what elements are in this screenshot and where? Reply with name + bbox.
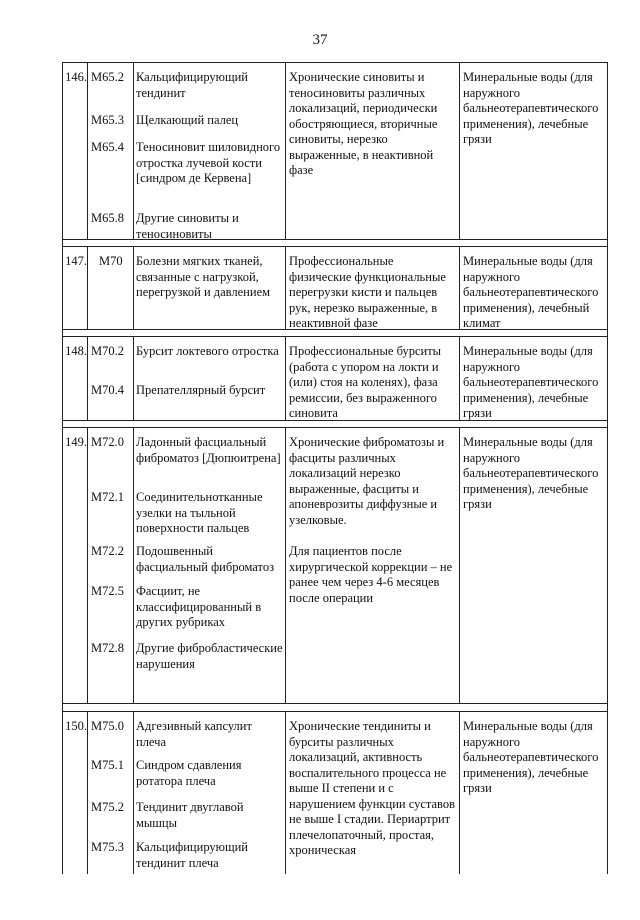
diagnosis-name: Тендинит двуглавой мышцы [136, 800, 244, 830]
indications-note: Для пациентов после хирургической коррекции – не ранее чем через 4-6 месяцев после операции [289, 544, 453, 605]
diagnosis-name: Фасциит, не классифицированный в других рубриках [136, 584, 262, 629]
table-row [62, 712, 608, 874]
table-row [62, 247, 608, 330]
icd-code: M72.8 [91, 641, 124, 655]
resort-indications-table [62, 62, 608, 874]
indications-text: Хронические тендиниты и бурситы различных локализаций, активность воспалительного процесса не выше II степени и с нарушением функции суставов не выше I стадии. Периартрит плечелопаточный, простая, хроническая [289, 719, 456, 857]
row-number: 148. [65, 344, 87, 358]
icd-code: M72.0 [91, 435, 124, 449]
icd-code: M72.2 [91, 544, 124, 558]
resources-text: Минеральные воды (для наружного бальнеотерапевтического применения), лечебный климат [463, 254, 599, 330]
row-number: 146. [65, 70, 87, 84]
diagnosis-name: Кальцифицирующий тендинит [136, 70, 248, 100]
icd-code: M72.1 [91, 490, 124, 504]
icd-code: M75.2 [91, 800, 124, 814]
icd-code: M75.1 [91, 758, 124, 772]
icd-code: M65.4 [91, 140, 124, 154]
icd-code: M70.4 [91, 383, 124, 397]
diagnosis-name: Щелкающий палец [136, 113, 239, 127]
diagnosis-name: Бурсит локтевого отростка [136, 344, 279, 358]
diagnosis-name: Болезни мягких тканей, связанные с нагрузкой, перегрузкой и давлением [136, 254, 271, 299]
indications-text: Хронические фиброматозы и фасциты различных локализаций нерезко выраженные, фасциты и апоневрозиты диффузные и узелковые. [289, 435, 445, 527]
icd-code: M75.3 [91, 840, 124, 854]
row-number: 147. [65, 254, 87, 268]
diagnosis-name: Синдром сдавления ротатора плеча [136, 758, 242, 788]
resources-text: Минеральные воды (для наружного бальнеотерапевтического применения), лечебные грязи [463, 719, 599, 795]
table-row [62, 428, 608, 704]
indications-text: Хронические синовиты и теносиновиты различных локализаций, периодически обостряющиеся, вторичные синовиты, нерезко выраженные, в неактивной фазе [289, 70, 438, 177]
resources-text: Минеральные воды (для наружного бальнеотерапевтического применения), лечебные грязи [463, 70, 599, 146]
icd-code: M65.3 [91, 113, 124, 127]
diagnosis-name: Подошвенный фасциальный фиброматоз [136, 544, 275, 574]
diagnosis-name: Адгезивный капсулит плеча [136, 719, 252, 749]
diagnosis-name: Препателлярный бурсит [136, 383, 266, 397]
icd-code: M70 [99, 254, 123, 268]
resources-text: Минеральные воды (для наружного бальнеотерапевтического применения), лечебные грязи [463, 344, 599, 420]
row-number: 149. [65, 435, 87, 449]
icd-code: M65.8 [91, 211, 124, 225]
diagnosis-name: Другие фибробластические нарушения [136, 641, 283, 671]
page-number: 37 [312, 32, 328, 48]
diagnosis-name: Ладонный фасциальный фиброматоз [Дюпюитрена] [136, 435, 281, 465]
icd-code: M75.0 [91, 719, 124, 733]
indications-text: Профессиональные бурситы (работа с упором на локти и (или) стоя на коленях), фаза ремиссии, без выраженного синовита [289, 344, 442, 420]
resources-text: Минеральные воды (для наружного бальнеотерапевтического применения), лечебные грязи [463, 435, 599, 511]
indications-text: Профессиональные физические функциональные перегрузки кисти и пальцев рук, нерезко выраженные, в неактивной фазе [289, 254, 446, 330]
diagnosis-name: Другие синовиты и теносиновиты [136, 211, 239, 241]
icd-code: M70.2 [91, 344, 124, 358]
icd-code: M72.5 [91, 584, 124, 598]
row-number: 150. [65, 719, 87, 733]
diagnosis-name: Теносиновит шиловидного отростка лучевой кости [синдром де Кервена] [136, 140, 281, 185]
table-row [62, 337, 608, 421]
table-row [62, 63, 608, 240]
icd-code: M65.2 [91, 70, 124, 84]
diagnosis-name: Соединительнотканные узелки на тыльной поверхности пальцев [136, 490, 263, 535]
diagnosis-name: Кальцифицирующий тендинит плеча [136, 840, 248, 870]
